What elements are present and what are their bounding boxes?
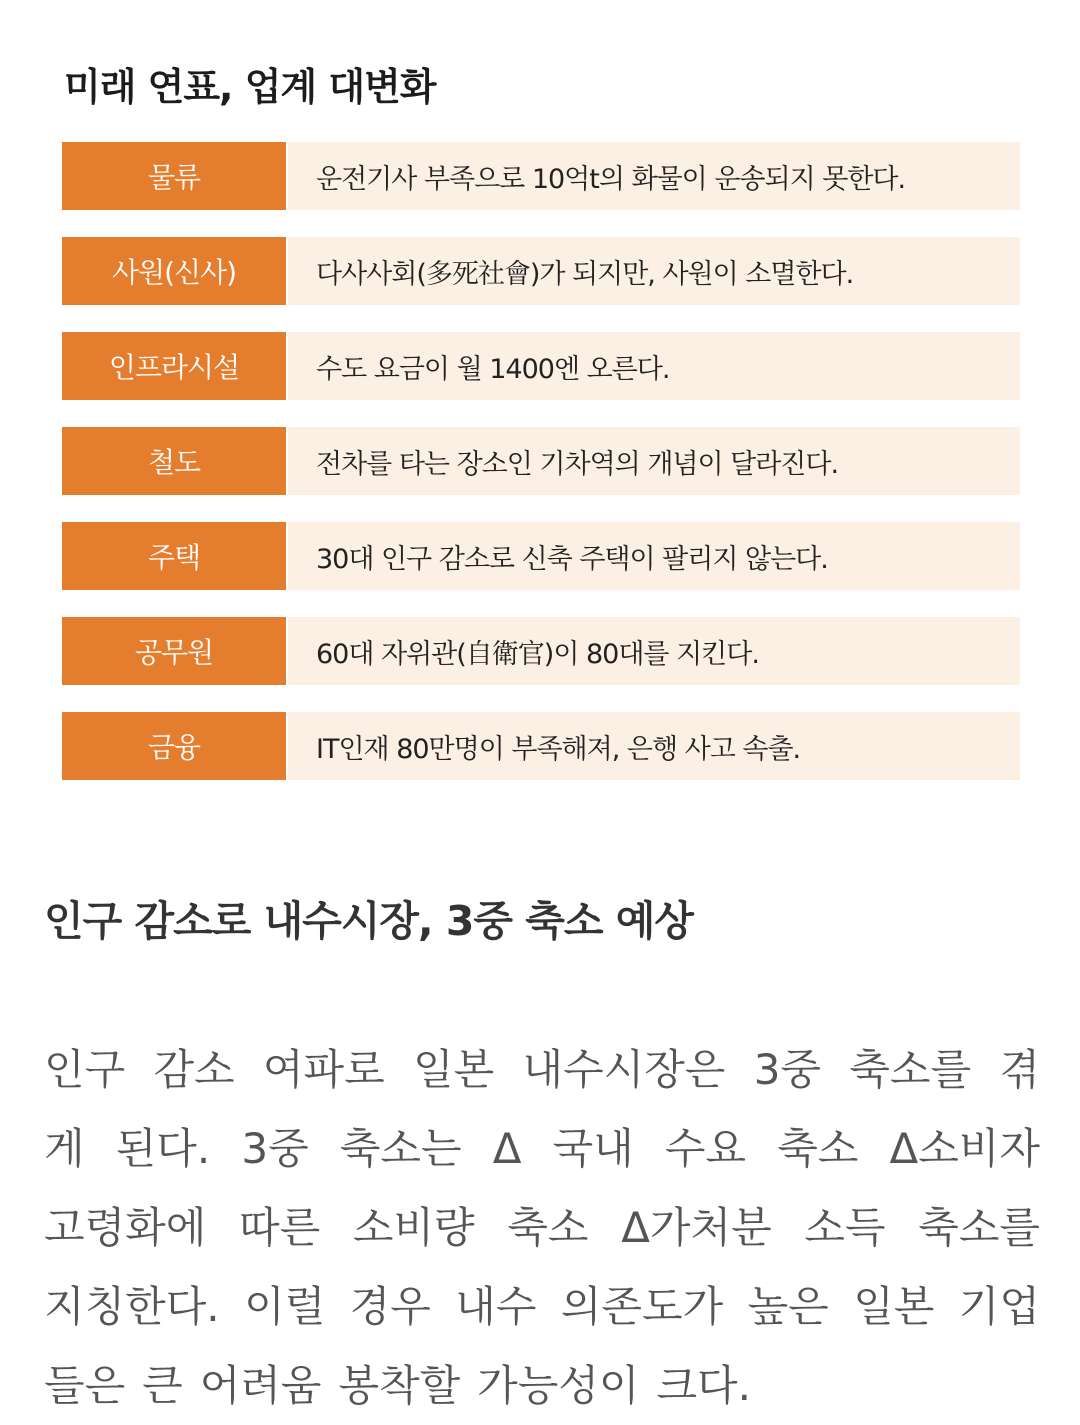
row-description: 전차를 타는 장소인 기차역의 개념이 달라진다. <box>288 427 1020 495</box>
row-description: 운전기사 부족으로 10억t의 화물이 운송되지 못한다. <box>288 142 1020 210</box>
row-category: 철도 <box>62 427 286 495</box>
paragraph-line: 고령화에 따른 소비량 축소 Δ가처분 소득 축소를 <box>44 1203 1040 1252</box>
row-category: 사원(신사) <box>62 237 286 305</box>
row-description: 60대 자위관(自衛官)이 80대를 지킨다. <box>288 617 1020 685</box>
timeline-row <box>62 427 1020 495</box>
timeline-row <box>62 522 1020 590</box>
section-heading: 인구 감소로 내수시장, 3중 축소 예상 <box>44 897 693 945</box>
paragraph-line: 게 된다. 3중 축소는 Δ 국내 수요 축소 Δ소비자 <box>44 1124 1040 1173</box>
table-title: 미래 연표, 업계 대변화 <box>64 65 436 109</box>
row-category: 물류 <box>62 142 286 210</box>
timeline-row <box>62 142 1020 210</box>
row-category: 금융 <box>62 712 286 780</box>
article-paragraph <box>44 1030 1040 1425</box>
row-description: IT인재 80만명이 부족해져, 은행 사고 속출. <box>288 712 1020 780</box>
row-description: 30대 인구 감소로 신축 주택이 팔리지 않는다. <box>288 522 1020 590</box>
timeline-row <box>62 712 1020 780</box>
future-timeline-table <box>62 142 1020 780</box>
row-description: 다사사회(多死社會)가 되지만, 사원이 소멸한다. <box>288 237 1020 305</box>
paragraph-line: 인구 감소 여파로 일본 내수시장은 3중 축소를 겪 <box>44 1045 1040 1094</box>
timeline-row <box>62 237 1020 305</box>
row-description: 수도 요금이 월 1400엔 오른다. <box>288 332 1020 400</box>
timeline-row <box>62 617 1020 685</box>
paragraph-line: 지칭한다. 이럴 경우 내수 의존도가 높은 일본 기업 <box>44 1282 1040 1331</box>
row-category: 공무원 <box>62 617 286 685</box>
timeline-row <box>62 332 1020 400</box>
row-category: 인프라시설 <box>62 332 286 400</box>
paragraph-line: 들은 큰 어려움 봉착할 가능성이 크다. <box>44 1361 751 1410</box>
row-category: 주택 <box>62 522 286 590</box>
